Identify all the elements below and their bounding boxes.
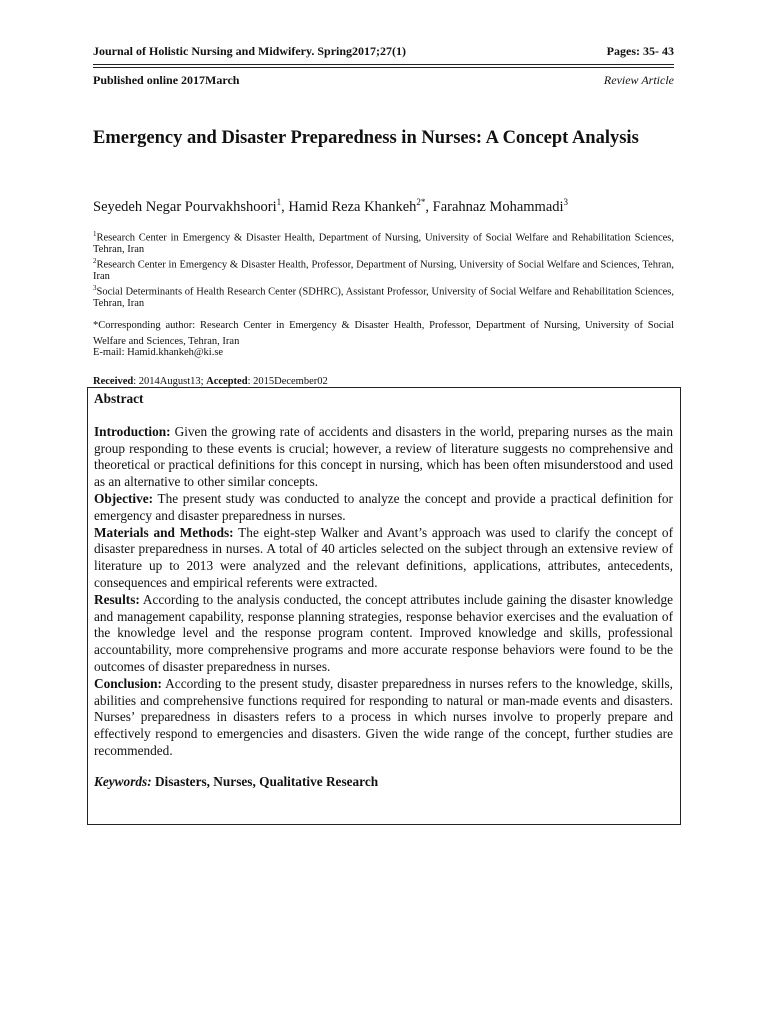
keywords-list: Disasters, Nurses, Qualitative Research xyxy=(151,773,379,789)
section-text: According to the present study, disaster preparedness in nurses refers to the knowledge, skills, abilities and comprehensive functions required for responding to natural or man-made events and disasters. Nurses’ preparedness in disasters refers to a process in which nurses involve to properly prepare and effectively respond to emergencies and disasters. Given the wide range of the concept, further studies are recommended. xyxy=(94,675,673,758)
running-header xyxy=(93,44,674,59)
section-label: Introduction: xyxy=(94,423,171,439)
accepted-label: Accepted xyxy=(206,376,248,387)
affiliation-text: Research Center in Emergency & Disaster Health, Professor, Department of Nursing, University of Social Welfare and Sciences, Tehran, Iran xyxy=(93,259,674,283)
abstract-introduction xyxy=(94,424,673,491)
keywords xyxy=(94,774,673,791)
affiliation-list xyxy=(93,229,674,310)
affiliation-marker: 1 xyxy=(93,230,97,238)
author-affil-marker: 3 xyxy=(563,197,569,207)
published-date: Published online 2017March xyxy=(93,73,240,87)
affiliation-text: Research Center in Emergency & Disaster Health, Department of Nursing, University of Social Welfare and Rehabilitation Sciences, Tehran, Iran xyxy=(93,232,674,256)
affiliation-marker: 3 xyxy=(93,284,97,293)
abstract-conclusion xyxy=(94,676,673,760)
section-text: Given the growing rate of accidents and disasters in the world, preparing nurses as the main group responding to these events is crucial; however, a review of literature suggests no comprehensive and theoretical or practical definitions for this concept in nursing, which has been often misunderstood and used as an alternative to other similar concepts. xyxy=(94,423,673,490)
corresponding-author: *Corresponding author: Research Center in Emergency & Disaster Health, Professor, Department of Nursing, University of Social Welfare and Sciences, Tehran, Iran xyxy=(93,320,674,347)
page-range: Pages: 35- 43 xyxy=(606,44,674,58)
section-label: Objective: xyxy=(94,490,154,506)
section-text: The present study was conducted to analyze the concept and provide a practical definition for emergency and disaster preparedness in nurses. xyxy=(94,490,673,523)
publication-line xyxy=(93,73,674,88)
accepted-date: : 2015December02 xyxy=(247,376,328,387)
affiliation-marker: 2 xyxy=(93,257,97,266)
section-text: According to the analysis conducted, the concept attributes include gaining the disaster knowledge and management capability, response planning strategies, response behavior exercises and the evaluation of the knowledge level and the response program content. Improved knowledge and skills, professional accountability, more comprehensive programs and more accurate response behaviors were found to be the outcomes of disaster preparedness in nurses. xyxy=(94,591,673,674)
article-title: Emergency and Disaster Preparedness in Nurses: A Concept Analysis xyxy=(93,128,639,148)
received-date: : 2014August13; xyxy=(133,376,207,387)
affiliation-item xyxy=(93,229,674,256)
abstract-results xyxy=(94,592,673,676)
abstract-heading: Abstract xyxy=(94,391,144,406)
header-rule-top xyxy=(93,64,674,65)
author-affil-marker: 2* xyxy=(416,197,426,207)
submission-dates xyxy=(93,376,328,387)
author-separator: , xyxy=(425,198,433,215)
header-rule-bottom xyxy=(93,67,674,68)
keywords-label: Keywords: xyxy=(94,773,152,789)
journal-citation: Journal of Holistic Nursing and Midwifery. Spring2017;27(1) xyxy=(93,44,407,58)
section-label: Conclusion: xyxy=(94,675,162,691)
abstract-box xyxy=(87,387,681,825)
author-name: Seyedeh Negar Pourvakhshoori xyxy=(93,198,277,215)
author-name: Hamid Reza Khankeh xyxy=(288,198,417,215)
section-label: Results: xyxy=(94,591,140,607)
author-list xyxy=(93,193,674,216)
abstract-objective xyxy=(94,491,673,525)
article-type: Review Article xyxy=(603,73,674,87)
author-separator: , xyxy=(281,198,289,215)
abstract-methods xyxy=(94,525,673,592)
section-text: The eight-step Walker and Avant’s approach was used to clarify the concept of disaster preparedness in nurses. A total of 40 articles selected on the subject through an extensive review of literature up to 2013 were analyzed and the relevant definitions, applications, attributes, antecedents, consequences and empirical referents were extracted. xyxy=(94,524,673,590)
corresponding-email: E-mail: Hamid.khankeh@ki.se xyxy=(93,347,224,358)
author-affil-marker: 1 xyxy=(276,197,282,207)
affiliation-text: Social Determinants of Health Research Center (SDHRC), Assistant Professor, University of Social Welfare and Rehabilitation Sciences, Tehran, Iran xyxy=(93,286,674,310)
affiliation-item xyxy=(93,256,674,283)
affiliation-item xyxy=(93,283,674,310)
author-name: Farahnaz Mohammadi xyxy=(432,198,564,215)
section-label: Materials and Methods: xyxy=(94,524,234,540)
received-label: Received xyxy=(93,376,134,387)
